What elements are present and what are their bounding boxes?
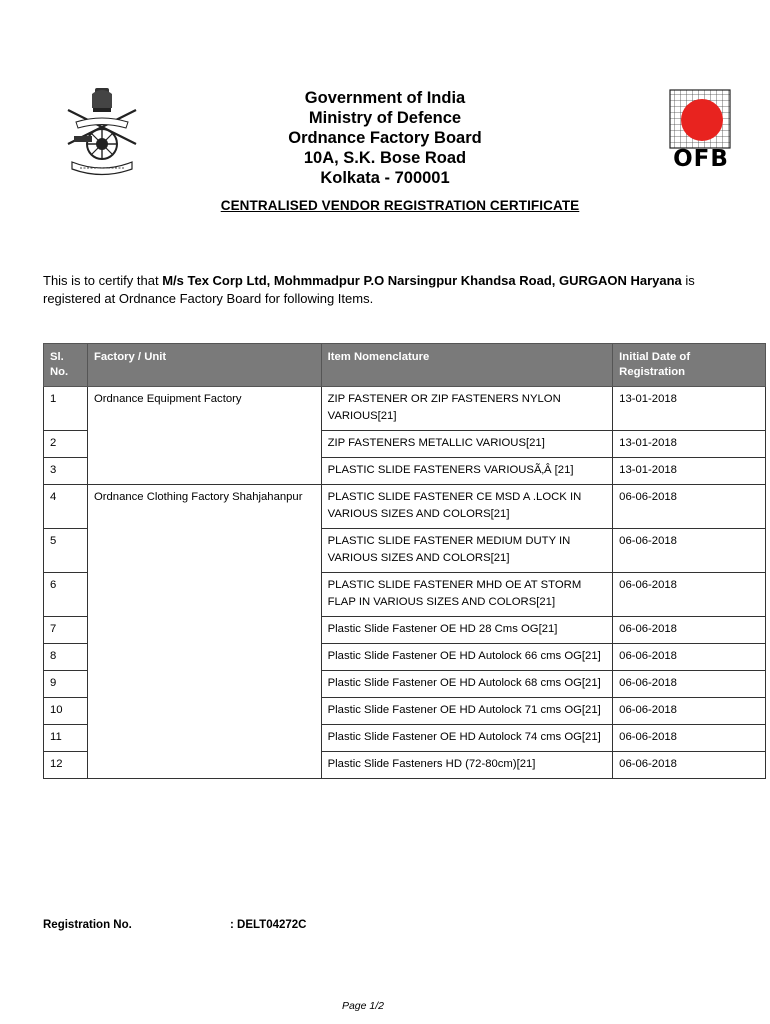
cell-item: Plastic Slide Fasteners HD (72-80cm)[21] <box>321 752 613 779</box>
cell-sl-no: 2 <box>44 431 88 458</box>
certificate-title: CENTRALISED VENDOR REGISTRATION CERTIFICATE <box>220 198 580 213</box>
items-table <box>43 343 766 779</box>
letterhead-line-1: Government of India <box>304 89 466 107</box>
cell-sl-no: 5 <box>44 529 88 573</box>
registration-label: Registration No. <box>43 919 132 931</box>
cell-sl-no: 1 <box>44 387 88 431</box>
header-factory-unit: Factory / Unit <box>87 344 321 387</box>
cell-sl-no: 6 <box>44 573 88 617</box>
letterhead-line-2: Ministry of Defence <box>308 109 462 127</box>
cell-sl-no: 11 <box>44 725 88 752</box>
table-row <box>44 431 766 458</box>
cell-item: ZIP FASTENER OR ZIP FASTENERS NYLON VARIOUS[21] <box>321 387 613 431</box>
page-number: Page 1/2 <box>341 1000 385 1012</box>
cell-date: 06-06-2018 <box>613 573 766 617</box>
ofb-logo-text: OFB <box>673 146 729 172</box>
cell-date: 06-06-2018 <box>613 485 766 529</box>
cell-date: 13-01-2018 <box>613 387 766 431</box>
cell-factory <box>87 617 321 644</box>
table-row <box>44 725 766 752</box>
header-item-nomenclature: Item Nomenclature <box>321 344 613 387</box>
table-header-row <box>44 344 766 387</box>
table-row <box>44 573 766 617</box>
cell-factory <box>87 573 321 617</box>
letterhead-line-4: 10A, S.K. Bose Road <box>303 149 467 167</box>
table-row <box>44 529 766 573</box>
table-row <box>44 671 766 698</box>
cell-sl-no: 9 <box>44 671 88 698</box>
letterhead-line-3: Ordnance Factory Board <box>288 129 482 147</box>
cell-factory: Ordnance Clothing Factory Shahjahanpur <box>87 485 321 529</box>
cell-factory <box>87 529 321 573</box>
cell-date: 06-06-2018 <box>613 644 766 671</box>
cell-sl-no: 3 <box>44 458 88 485</box>
table-row <box>44 644 766 671</box>
cell-sl-no: 8 <box>44 644 88 671</box>
table-row <box>44 617 766 644</box>
cell-factory <box>87 431 321 458</box>
cell-factory <box>87 671 321 698</box>
cell-sl-no: 12 <box>44 752 88 779</box>
letterhead-line-5: Kolkata - 700001 <box>320 169 450 187</box>
cell-date: 06-06-2018 <box>613 529 766 573</box>
cell-date: 06-06-2018 <box>613 725 766 752</box>
cell-item: PLASTIC SLIDE FASTENER MHD OE AT STORM FLAP IN VARIOUS SIZES AND COLORS[21] <box>321 573 613 617</box>
table-row <box>44 698 766 725</box>
table-row <box>44 485 766 529</box>
registration-value: : DELT04272C <box>230 919 307 931</box>
table-row <box>44 387 766 431</box>
cell-item: ZIP FASTENERS METALLIC VARIOUS[21] <box>321 431 613 458</box>
header-sl-no: Sl. No. <box>44 344 88 387</box>
cell-date: 06-06-2018 <box>613 752 766 779</box>
header-initial-date: Initial Date of Registration <box>613 344 766 387</box>
table-row <box>44 458 766 485</box>
cell-item: PLASTIC SLIDE FASTENERS VARIOUSÃ‚Â [21] <box>321 458 613 485</box>
cell-factory: Ordnance Equipment Factory <box>87 387 321 431</box>
cell-sl-no: 10 <box>44 698 88 725</box>
cell-date: 06-06-2018 <box>613 698 766 725</box>
table-row <box>44 752 766 779</box>
certify-paragraph <box>43 272 733 308</box>
cell-item: Plastic Slide Fastener OE HD 28 Cms OG[21] <box>321 617 613 644</box>
cell-date: 06-06-2018 <box>613 671 766 698</box>
certify-suffix: is registered at Ordnance Factory Board for following Items. <box>43 273 695 306</box>
cell-item: Plastic Slide Fastener OE HD Autolock 68 cms OG[21] <box>321 671 613 698</box>
cell-item: Plastic Slide Fastener OE HD Autolock 71 cms OG[21] <box>321 698 613 725</box>
cell-factory <box>87 644 321 671</box>
cell-date: 13-01-2018 <box>613 458 766 485</box>
cell-item: Plastic Slide Fastener OE HD Autolock 66 cms OG[21] <box>321 644 613 671</box>
cell-date: 13-01-2018 <box>613 431 766 458</box>
cell-factory <box>87 752 321 779</box>
cell-factory <box>87 458 321 485</box>
cell-item: PLASTIC SLIDE FASTENER MEDIUM DUTY IN VARIOUS SIZES AND COLORS[21] <box>321 529 613 573</box>
cell-factory <box>87 725 321 752</box>
cell-item: Plastic Slide Fastener OE HD Autolock 74 cms OG[21] <box>321 725 613 752</box>
letterhead <box>0 88 770 188</box>
cell-sl-no: 4 <box>44 485 88 529</box>
cell-sl-no: 7 <box>44 617 88 644</box>
cell-factory <box>87 698 321 725</box>
vendor-name: M/s Tex Corp Ltd, Mohmmadpur P.O Narsingpur Khandsa Road, GURGAON Haryana <box>162 273 682 288</box>
cell-date: 06-06-2018 <box>613 617 766 644</box>
cell-item: PLASTIC SLIDE FASTENER CE MSD A .LOCK IN VARIOUS SIZES AND COLORS[21] <box>321 485 613 529</box>
certify-prefix: This is to certify that <box>43 273 163 288</box>
ofb-logo-icon <box>668 88 734 172</box>
